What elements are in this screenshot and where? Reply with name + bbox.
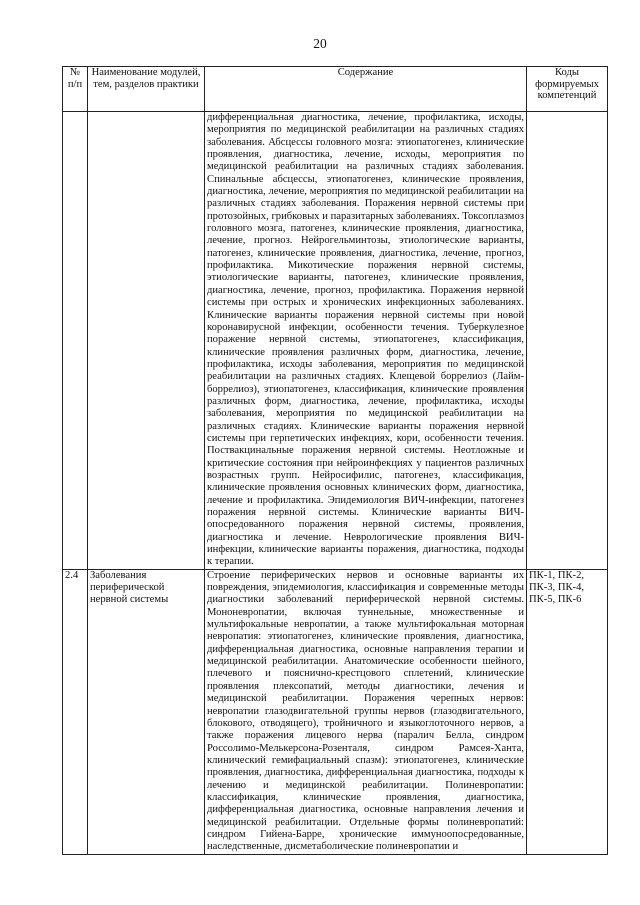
header-name: Наименование модулей, тем, разделов практики xyxy=(88,67,205,112)
page-number: 20 xyxy=(313,36,327,51)
table-row xyxy=(63,569,608,854)
table-row xyxy=(63,112,608,570)
row-number xyxy=(63,112,88,570)
row-content: дифференциальная диагностика, лечение, профилактика, исходы, мероприятия по медицинской реабилитации на различных стадиях заболевания. Абсцессы головного мозга: этиопатогенез, клинические проявления, диагностика, лечение, исходы, мероприятия по медицинской реабилитации на различных стадиях заболевания. Спинальные абсцессы, этиопатогенез, клинические проявления, диагностика, лечение, мероприятия по медицинской реабилитации на различных стадиях заболевания. Поражения нервной системы при протозойных, грибковых и паразитарных заболеваниях. Токсоплазмоз головного мозга, патогенез, клинические проявления, диагностика, лечение, прогноз. Нейрогельминтозы, этиологические варианты, патогенез, клинические проявления, диагностика, лечение, прогноз, профилактика. Микотические поражения нервной системы, этиологические варианты, патогенез, клинические проявления, диагностика, лечение, прогноз, профилактика. Поражения нервной системы при острых и хронических инфекционных заболеваниях. Клинические варианты поражения нервной системы при новой коронавирусной инфекции, особенности течения. Туберкулезное поражение нервной системы, этиопатогенез, классификация, клинические проявления различных форм, диагностика, лечение, профилактика, исходы заболевания, мероприятия по медицинской реабилитации на различных стадиях. Клещевой боррелиоз (Лайм-боррелиоз), этиопатогенез, классификация, клинические проявления различных форм, диагностика, лечение, профилактика, исходы заболевания, мероприятия по медицинской реабилитации на различных стадиях. Клинические варианты поражения нервной системы при герпетических инфекциях, кори, особенности течения. Поствакцинальные поражения нервной системы. Неотложные и критические состояния при нейроинфекциях у пациентов различных возрастных групп. Нейросифилис, патогенез, классификация, клинические проявления основных клинических форм, диагностика, лечение и профилактика. Эпидемиология ВИЧ-инфекции, патогенез поражения нервной системы. Клинические варианты ВИЧ-опосредованного поражения нервной системы, проявления, диагностика и лечение. Неврологические проявления ВИЧ-инфекции, клинические варианты поражения, диагностика, подходы к терапии. xyxy=(205,112,527,570)
curriculum-table xyxy=(62,66,608,855)
header-codes: Коды формируемых компетенций xyxy=(527,67,608,112)
row-name xyxy=(88,112,205,570)
header-number: № п/п xyxy=(63,67,88,112)
header-content: Содержание xyxy=(205,67,527,112)
row-codes: ПК-1, ПК-2, ПК-3, ПК-4, ПК-5, ПК-6 xyxy=(527,569,608,854)
row-number: 2.4 xyxy=(63,569,88,854)
row-name: Заболевания периферической нервной системы xyxy=(88,569,205,854)
row-content: Строение периферических нервов и основные варианты их повреждения, эпидемиология, классификация и современные методы диагностики заболеваний периферической нервной системы. Мононевропатии, включая туннельные, множественные и мультифокальные невропатии, а также мультифокальная моторная невропатия: этиопатогенез, клинические проявления, диагностика, дифференциальная диагностика, основные направления терапии и медицинской реабилитации. Анатомические особенности шейного, плечевого и пояснично-крестцового сплетений, клинические проявления плексопатий, методы диагностики, лечения и медицинской реабилитации. Поражения черепных нервов: невропатии глазодвигательной группы нервов (глазодвигательного, блокового, отводящего), тройничного и языкоглоточного нервов, а также поражения лицевого нерва (паралич Белла, синдром Россолимо-Мелькерсона-Розенталя, синдром Рамсея-Ханта, клинический гемифациальный спазм): этиопатогенез, клинические проявления, диагностика, дифференциальная диагностика, подходы к лечению и медицинской реабилитации. Полиневропатии: классификация, клинические проявления, диагностика, дифференциальная диагностика, основные направления лечения и медицинской реабилитации. Отдельные формы полиневропатий: синдром Гийена-Барре, хронические иммуноопосредованные, наследственные, дисметаболические полиневропатии и xyxy=(205,569,527,854)
row-codes xyxy=(527,112,608,570)
table-header xyxy=(63,67,608,112)
